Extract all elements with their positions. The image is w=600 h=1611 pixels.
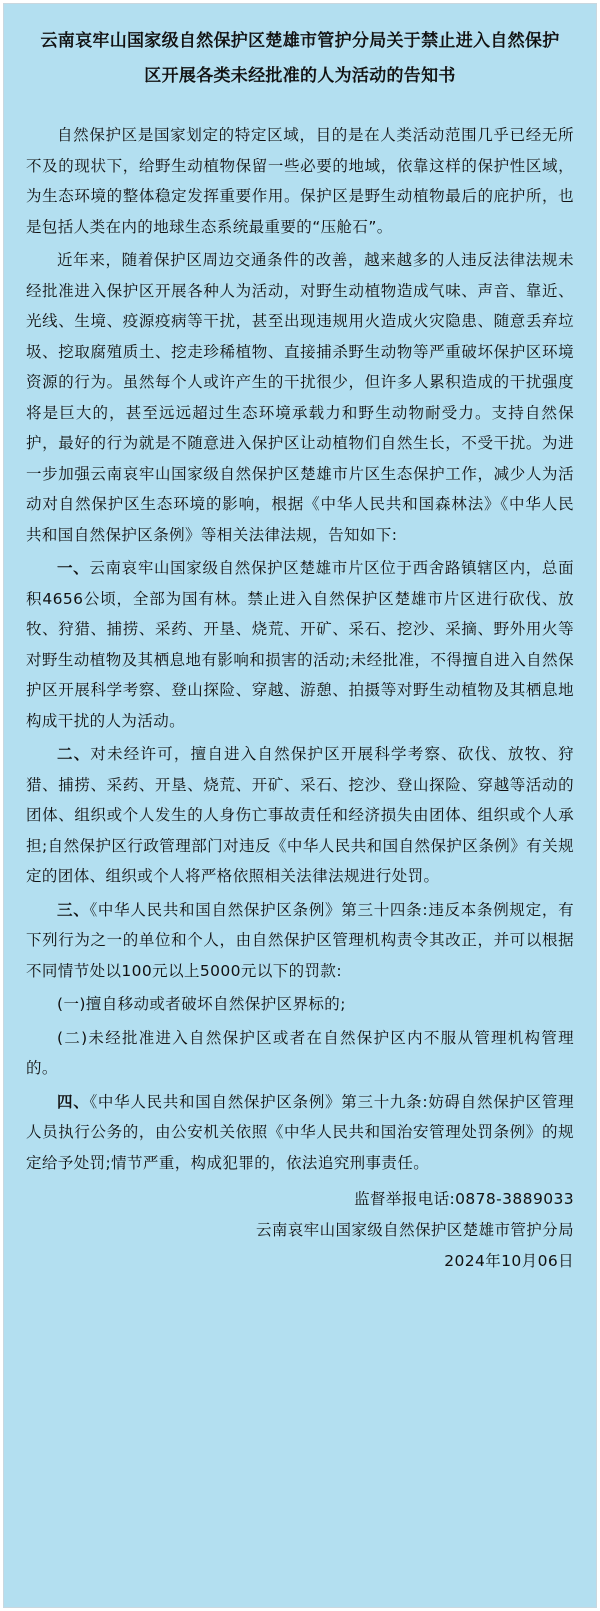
clause-text: 云南哀牢山国家级自然保护区楚雄市片区位于西舍路镇辖区内，总面积4656公顷，全部为国有林。禁止进入自然保护区楚雄市片区进行砍伐、放牧、狩猎、捕捞、采药、开垦、烧荒、开矿、采石、挖沙、采摘、野外用火等对野生动植物及其栖息地有影响和损害的活动;未经批准，不得擅自进入自然保护区开展科学考察、登山探险、穿越、游憩、拍摄等对野生动植物及其栖息地构成干扰的人为活动。: [26, 559, 574, 730]
document-body: [26, 120, 574, 1277]
clause-one: [26, 553, 574, 736]
clause-number: 二、: [57, 745, 91, 763]
clause-four: [26, 1087, 574, 1179]
clause-text: 《中华人民共和国自然保护区条例》第三十四条:违反本条例规定，有下列行为之一的单位和个人，由自然保护区管理机构责令其改正，并可以根据不同情节处以100元以上5000元以下的罚款:: [26, 900, 574, 980]
notice-document: [3, 3, 597, 1608]
document-title: 云南哀牢山国家级自然保护区楚雄市管护分局关于禁止进入自然保护区开展各类未经批准的人为活动的告知书: [40, 31, 560, 86]
sub-item: (二)未经批准进入自然保护区或者在自然保护区内不服从管理机构管理的。: [26, 1028, 574, 1077]
issuing-authority: 云南哀牢山国家级自然保护区楚雄市管护分局: [255, 1221, 574, 1239]
clause-text: 《中华人民共和国自然保护区条例》第三十九条:妨碍自然保护区管理人员执行公务的，由公安机关依照《中华人民共和国治安管理处罚条例》的规定给予处罚;情节严重，构成犯罪的，依法追究刑事责任。: [26, 1092, 574, 1172]
clause-number: 一、: [57, 559, 90, 577]
intro-paragraph: 自然保护区是国家划定的特定区域，目的是在人类活动范围几乎已经无所不及的现状下，给野生动植物保留一些必要的地域，依靠这样的保护性区域，为生态环境的整体稳定发挥重要作用。保护区是野生动植物最后的庇护所，也是包括人类在内的地球生态系统最重要的“压舱石”。: [26, 126, 574, 236]
report-hotline: 监督举报电话:0878-3889033: [354, 1190, 574, 1208]
issue-date: 2024年10月06日: [444, 1252, 574, 1270]
clause-two: [26, 739, 574, 892]
clause-number: 三、: [57, 900, 90, 919]
clause-number: 四、: [57, 1092, 90, 1111]
clause-three: [26, 895, 574, 987]
background-paragraph: 近年来，随着保护区周边交通条件的改善，越来越多的人违反法律法规未经批准进入保护区开展各种人为活动，对野生动植物造成气味、声音、靠近、光线、生境、疫源疫病等干扰，甚至出现违规用火造成火灾隐患、随意丢弃垃圾、挖取腐殖质土、挖走珍稀植物、直接捕杀野生动物等严重破坏保护区环境资源的行为。虽然每个人或许产生的干扰很少，但许多人累积造成的干扰强度将是巨大的，甚至远远超过生态环境承载力和野生动物耐受力。支持自然保护，最好的行为就是不随意进入保护区让动植物们自然生长，不受干扰。为进一步加强云南哀牢山国家级自然保护区楚雄市片区生态保护工作，减少人为活动对自然保护区生态环境的影响，根据《中华人民共和国森林法》《中华人民共和国自然保护区条例》等相关法律法规，告知如下:: [26, 251, 574, 544]
sub-item: (一)擅自移动或者破坏自然保护区界标的;: [57, 995, 346, 1013]
clause-text: 对未经许可，擅自进入自然保护区开展科学考察、砍伐、放牧、狩猎、捕捞、采药、开垦、烧荒、开矿、采石、挖沙、登山探险、穿越等活动的团体、组织或个人发生的人身伤亡事故责任和经济损失由团体、组织或个人承担;自然保护区行政管理部门对违反《中华人民共和国自然保护区条例》有关规定的团体、组织或个人将严格依照相关法律法规进行处罚。: [26, 745, 574, 885]
